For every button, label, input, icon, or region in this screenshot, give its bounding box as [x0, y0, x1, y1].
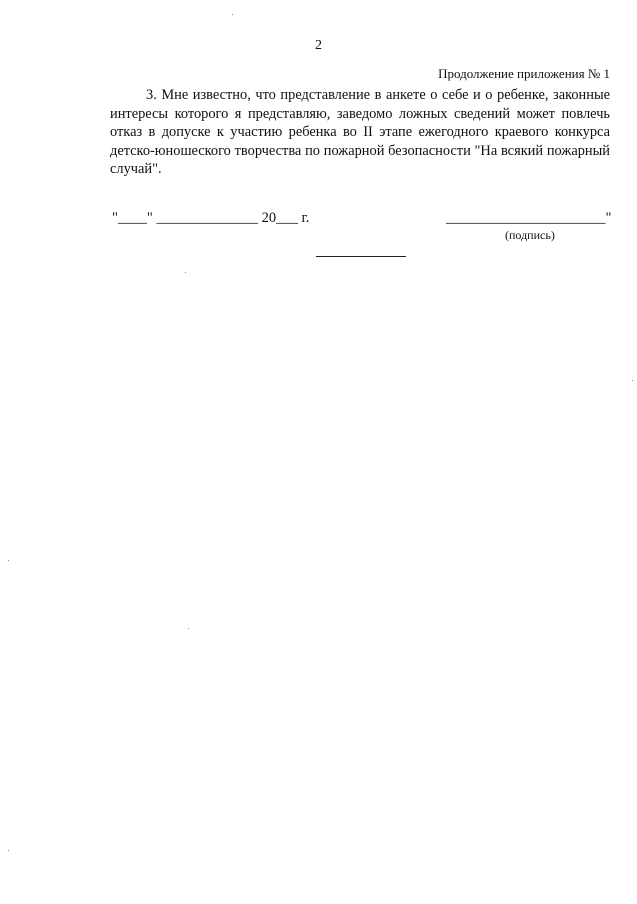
scan-speck	[232, 14, 233, 15]
signature-fill-line: ______________________"	[446, 210, 612, 226]
scan-speck	[632, 380, 633, 381]
page-number: 2	[315, 38, 322, 53]
date-fill-line: "____" ______________ 20___ г.	[112, 210, 310, 226]
appendix-continuation-note: Продолжение приложения № 1	[438, 66, 610, 81]
signature-caption: (подпись)	[505, 228, 555, 242]
scan-speck	[8, 850, 9, 851]
end-of-document-rule	[316, 256, 406, 257]
scan-speck	[188, 628, 189, 629]
scan-speck	[185, 272, 186, 273]
statement-paragraph: 3. Мне известно, что представление в анкете о себе и о ребенке, законные интересы которого я представляю, заведомо ложных сведений может повлечь отказ в допуске к участию ребенка во II этапе ежегодного краевого конкурса детско-юношеского творчества по пожарной безопасности "На всякий пожарный случай".	[110, 87, 610, 178]
scan-speck	[8, 560, 9, 561]
